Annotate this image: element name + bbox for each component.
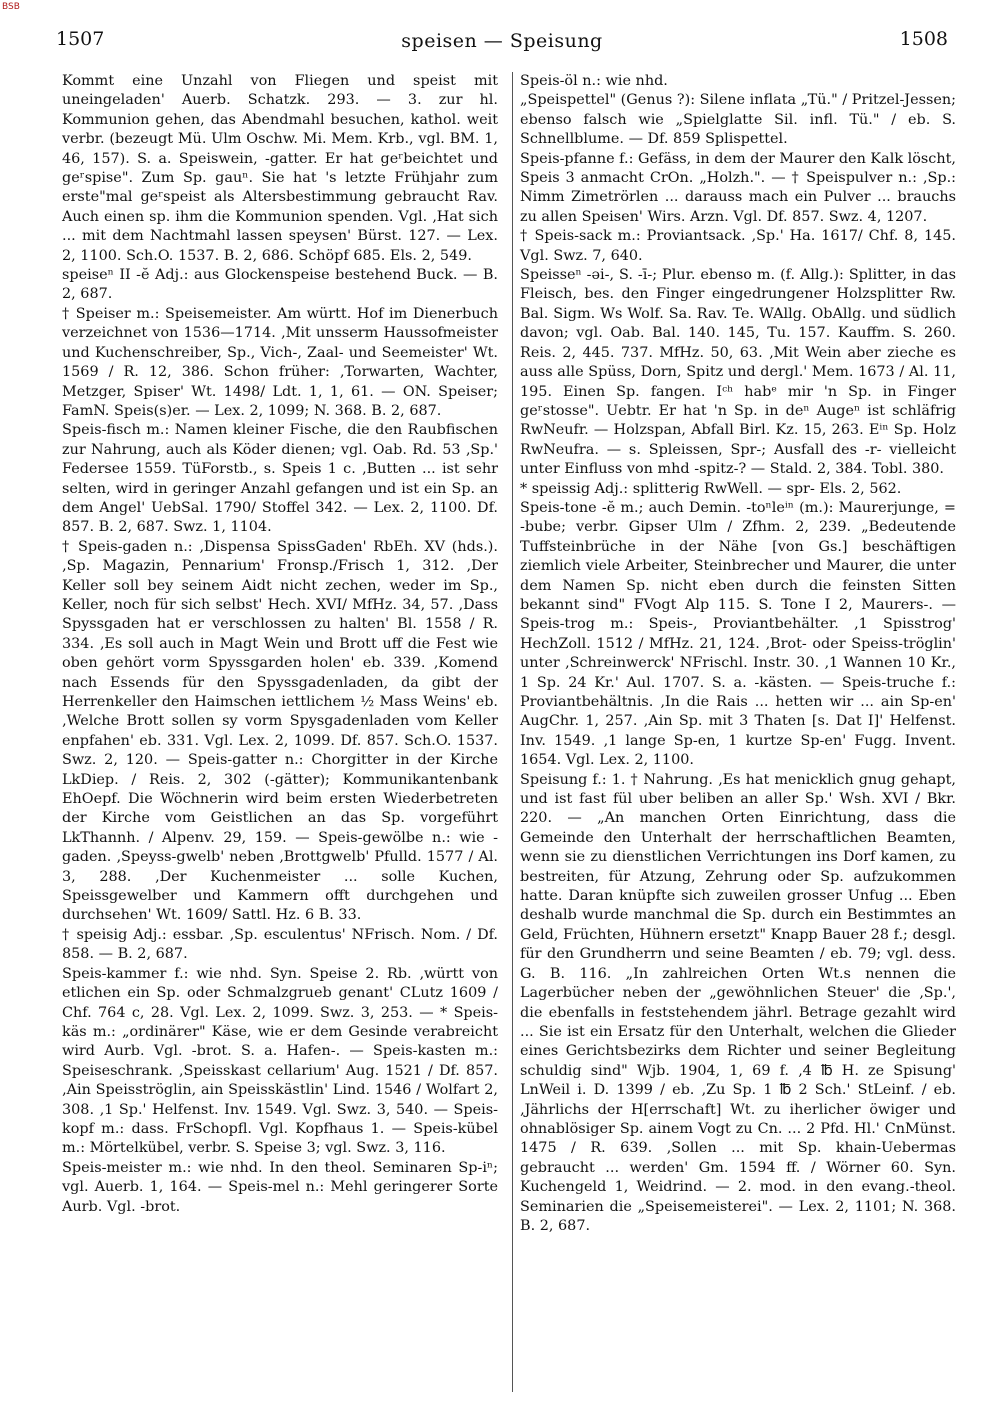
library-stamp: BSB [2, 2, 20, 12]
running-title: speisen — Speisung [401, 30, 603, 52]
entry-paragraph: Speisseⁿ -ǝi-, S. -ī-; Plur. ebenso m. (f. Allg.): Splitter, in das Fleisch, bes. den Finger eingedrungener Holzsplitter Rw. Bal. Sigm. Ws Wolf. Sa. Rav. Te. WAllg. ObAllg. und südlich davon; vgl. Oab. Bal. 140. 145, Tu. 157. Kauffm. S. 260. Reis. 2, 445. 737. MfHz. 50, 63. ‚Mit Wein aber zieche es auss alle Spüss, Dorn, Spitz und dergl.' Mem. 1673 / Al. 11, 195. Einen Sp. fangen. Iᶜʰ habᵉ mir 'n Sp. in Finger geʳstosse". Uebtr. Er hat 'n Sp. in deⁿ Augeⁿ ist schläfrig RwNeufr. — Holzspan, Abfall Birl. Kz. 15, 263. Eⁱⁿ Sp. Holz RwNeufra. — s. Spleissen, Spr-; Ausfall des -r- vielleicht unter Einfluss von mhd -spitz-? — Stald. 2, 384. Tobl. 380. [520, 267, 956, 478]
entry-paragraph: † Speis-sack m.: Proviantsack. ‚Sp.' Ha. 1617/ Chf. 8, 145. Vgl. Swz. 7, 640. [520, 228, 956, 264]
page-header [56, 28, 948, 58]
entry-paragraph: Speisung f.: 1. † Nahrung. ‚Es hat menicklich gnug gehapt, und ist fast fül uber beliben an aller Sp.' Wsh. XVI / Bkr. 220. — „An manchen Orten Einrichtung, dass die Gemeinde den Unterhalt der herrschaftlichen Beamten, wenn sie zu dienstlichen Verrichtungen ins Dorf kamen, zu bestreiten, für Atzung, Zehrung oder Sp. aufzukommen hatte. Daran knüpfte sich zuweilen grosser Unfug ... Eben deshalb wurde manchmal die Sp. durch ein Bestimmtes an Geld, Früchten, Hühnern ersetzt" Knapp Bauer 28 f.; desgl. für den Grundherrn und seine Beamten / eb. 79; vgl. dess. G. B. 116. „In zahlreichen Orten Wt.s nennen die Lagerbücher neben der „gewöhnlichen Steuer' die ‚Sp.', die ebenfalls in feststehendem jährl. Betrage gezahlt wird ... Sie ist ein Ersatz für den Unterhalt, welchen die Glieder eines Gerichtsbezirks dem Richter und seiner Begleitung schuldig sind" Wjb. 1904, 1, 69 f. ‚4 ℔ H. ze Spisung' LnWeil i. D. 1399 / eb. ‚Zu Sp. 1 ℔ 2 Sch.' StLeinf. / eb. ‚Jährlichs der H[errschaft] Wt. zu iherlicher öwiger und ohnablösiger Sp. ainem Vogt zu Cn. ... 2 Pfd. Hl.' CnMünst. 1475 / R. 639. ‚Sollen ... mit Sp. khain-Uebermas gebraucht ... werden' Gm. 1594 ff. / Wörner 60. Syn. Kuchengeld 1, Weidrind. — 2. mod. in den evang.-theol. Seminarien die „Speisemeisterei". — Lex. 2, 1101; N. 368. B. 2, 687. [520, 771, 956, 1234]
entry-paragraph: Speis-pfanne f.: Gefäss, in dem der Maurer den Kalk löscht, Speis 3 anmacht CrOn. „Holzh.". — † Speispulver n.: ‚Sp.: Nimm Zimetrörlen ... darauss mach ein Pulver ... brauchs zu allen Speisen' Wirs. Arzn. Vgl. Df. 857. Swz. 4, 1207. [520, 150, 956, 225]
column-divider [512, 72, 513, 1392]
entry-paragraph: † Speis-gaden n.: ‚Dispensa SpissGaden' RbEh. XV (hds.). ‚Sp. Magazin, Pennarium' Fronsp./Frisch 1, 312. ‚Der Keller soll bey seinem Aidt nicht zechen, weder im Sp., Keller, noch für sich selbst' Hech. XVI/ MfHz. 34, 57. ‚Dass Spyssgaden hat er verschlossen zu halten' Bl. 1558 / R. 334. ‚Es soll auch in Magt Wein und Brott uff die Fest wie oben gehört vorm Spyssgarden holen' eb. 339. ‚Komend nach Essends für den Spyssgadenladen, da gibt der Herrenkeller den Haimschen iettlichem ½ Mass Weins' eb. ‚Welche Brott sollen sy vorm Spysgadenladen vom Keller enpfahen' eb. 331. Vgl. Lex. 2, 1099. Df. 857. Sch.O. 1537. Swz. 2, 120. — Speis-gatter n.: Chorgitter in der Kirche LkDiep. / Reis. 2, 302 (-gätter); Kommunikantenbank EhOepf. Die Wöchnerin wird beim ersten Wiederbetreten der Kirche vom Geistlichen an das Sp. vorgeführt LkThannh. / Alpenv. 29, 159. — Speis-gewölbe n.: wie -gaden. ‚Speyss-gwelb' neben ‚Brottgwelb' Pfulld. 1577 / Al. 3, 288. ‚Der Kuchenmeister ... solle Kuchen, Speissgewelber und Kammern offt durchgehen und durchsehen' Wt. 1609/ Sattl. Hz. 6 B. 33. [62, 538, 498, 924]
left-column [62, 72, 498, 1217]
page-number-left: 1507 [56, 28, 105, 50]
right-column [520, 72, 956, 1236]
entry-paragraph: Speis-kammer f.: wie nhd. Syn. Speise 2. Rb. ‚württ von etlichen ein Sp. oder Schmalzgrueb genant' CLutz 1609 / Chf. 764 c, 28. Vgl. Lex. 2, 1099. Swz. 3, 253. — * Speis-käs m.: „ordinärer" Käse, wie er dem Gesinde verabreicht wird Aurb. Vgl. -brot. S. a. Hafen-. — Speis-kasten m.: Speiseschrank. ‚Speisskast cellarium' Aug. 1521 / Df. 857. ‚Ain Speisströglin, ain Speisskästlin' Lind. 1546 / Wolfart 2, 308. ‚1 Sp.' Helfenst. Inv. 1549. Vgl. Swz. 3, 540. — Speis-kopf m.: dass. FrSchopfl. Vgl. Kopfhaus 1. — Speis-kübel m.: Mörtelkübel, verbr. S. Speise 3; vgl. Swz. 3, 116. [62, 965, 498, 1157]
entry-paragraph: † speisig Adj.: essbar. ‚Sp. esculentus' NFrisch. Nom. / Df. 858. — B. 2, 687. [62, 926, 498, 963]
entry-paragraph: * speissig Adj.: splitterig RwWell. — spr- Els. 2, 562. [520, 480, 902, 497]
entry-paragraph: „Speispettel" (Genus ?): Silene inflata „Tü." / Pritzel-Jessen; ebenso falsch wie „Spielglatte Sil. infl. Tü." / eb. S. Schnellblume. — Df. 859 Splispettel. [520, 92, 956, 148]
entry-paragraph: Speis-meister m.: wie nhd. In den theol. Seminaren Sp-iⁿ; vgl. Auerb. 1, 164. — Speis-mel n.: Mehl geringerer Sorte Aurb. Vgl. -brot. [62, 1159, 498, 1215]
entry-paragraph: † Speiser m.: Speisemeister. Am württ. Hof im Dienerbuch verzeichnet von 1536—1714. ‚Mit unsserm Haussofmeister und Kuchenschreiber, Sp., Vich-, Zaal- und Seemeister' Wt. 1569 / R. 12, 386. Schon früher: ‚Torwarten, Wachter, Metzger, Spiser' Wt. 1498/ Ldt. 1, 1, 61. — ON. Speiser; FamN. Speis(s)er. — Lex. 2, 1099; N. 368. B. 2, 687. [62, 305, 498, 419]
entry-paragraph: speiseⁿ II -ĕ Adj.: aus Glockenspeise bestehend Buck. — B. 2, 687. [62, 267, 498, 303]
entry-paragraph: Speis-fisch m.: Namen kleiner Fische, die den Raubfischen zur Nahrung, auch als Köder dienen; vgl. Oab. Rd. 53 ‚Sp.' Federsee 1559. TüForstb., s. Speis 1 c. ‚Butten ... ist sehr selten, wird in geringer Anzahl gefangen und ist ein Sp. an dem Angel' UebSal. 1790/ Stoffel 342. — Lex. 2, 1100. Df. 857. B. 2, 687. Swz. 1, 1104. [62, 422, 498, 536]
page-number-right: 1508 [899, 28, 948, 50]
entry-paragraph: Speis-tone -ĕ m.; auch Demin. -toⁿleⁱⁿ (m.): Maurerjunge, = -bube; verbr. Gipser Ulm / Zfhm. 2, 239. „Bedeutende Tuffsteinbrüche in der Nähe [von Gs.] beschäftigen ziemlich viele Arbeiter, Steinbrecher und Maurer, die unter dem Namen Sp. nicht eben durch die feinsten Sitten bekannt sind" FVogt Alp 115. S. Tone I 2, Maurers-. — Speis-trog m.: Speis-, Proviantbehälter. ‚1 Spisstrog' HechZoll. 1512 / MfHz. 21, 124. ‚Brot- oder Speiss-tröglin' unter ‚Schreinwerck' NFrischl. Instr. 30. ‚1 Wannen 10 Kr., 1 Sp. 24 Kr.' Aul. 1707. S. a. -kästen. — Speis-truche f.: Proviantbehältnis. ‚In die Rais ... hetten wir ... ain Sp-en' AugChr. 1, 257. ‚Ain Sp. mit 3 Thaten [s. Dat I]' Helfenst. Inv. 1549. ‚1 lange Sp-en, 1 kurtze Sp-en' Fugg. Invent. 1654. Vgl. Lex. 2, 1100. [520, 499, 956, 769]
entry-paragraph: Kommt eine Unzahl von Fliegen und speist mit uneingeladen' Auerb. Schatzk. 293. — 3. zur hl. Kommunion gehen, das Abendmahl besuchen, kathol. weit verbr. (bezeugt Mü. Ulm Oschw. Mi. Mem. Krb., vgl. BM. 1, 46, 157). S. a. Speiswein, -gatter. Er hat geʳbeichtet und geʳspise". Zum Sp. gauⁿ. Sie hat 's letzte Frühjahr zum erste"mal geʳspeist als Altersbestimmung gebraucht Rav. Auch einen sp. ihm die Kommunion spenden. Vgl. ‚Hat sich ... mit dem Nachtmahl lassen speysen' Bürst. 127. — Lex. 2, 1100. Sch.O. 1537. B. 2, 686. Schöpf 685. Els. 2, 549. [62, 73, 498, 264]
entry-paragraph: Speis-öl n.: wie nhd. [520, 73, 668, 89]
